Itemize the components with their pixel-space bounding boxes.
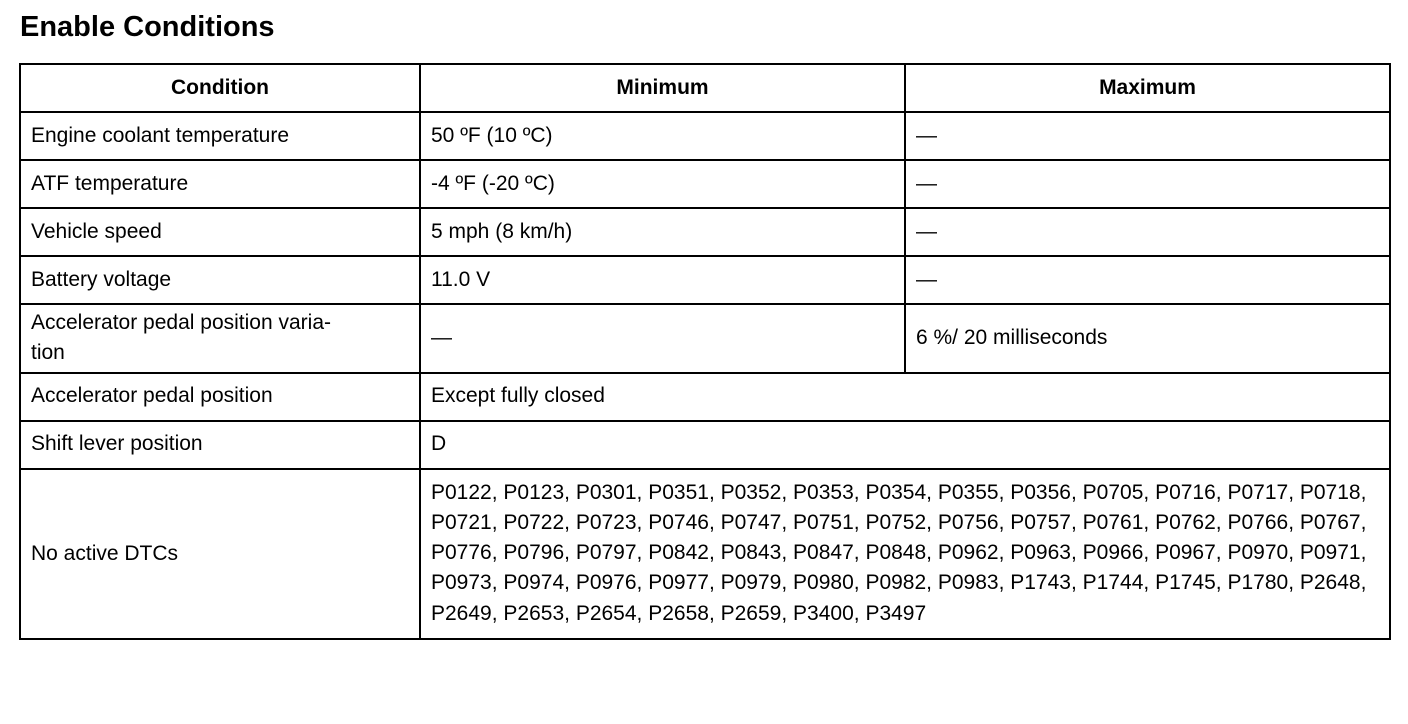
table-row — [20, 373, 1390, 421]
condition-cell: Vehicle speed — [20, 208, 420, 256]
dtc-code: P2649, — [431, 601, 498, 625]
dtc-code: P0705, — [1082, 480, 1150, 504]
dtc-code: P0351, — [648, 480, 715, 504]
dtc-code: P0757, — [1010, 510, 1077, 534]
column-header-maximum: Maximum — [905, 64, 1390, 112]
dtc-code: P0123, — [503, 480, 570, 504]
dtc-code: P0122, — [431, 480, 498, 504]
dtc-code: P0983, — [937, 571, 1005, 595]
dtc-code: P1744, — [1082, 571, 1150, 595]
dtc-code: P0976, — [575, 571, 643, 595]
dtc-code: P0797, — [575, 541, 643, 565]
table-row — [20, 469, 1390, 639]
dtc-code: P3497 — [865, 601, 927, 625]
dtc-code: P1745, — [1155, 571, 1222, 595]
dtc-code: P2653, — [503, 601, 570, 625]
table-row — [20, 208, 1390, 256]
maximum-cell: — — [905, 256, 1390, 304]
minimum-cell: -4 ºF (-20 ºC) — [420, 160, 905, 208]
dtc-code: P0756, — [937, 510, 1005, 534]
minimum-cell: 5 mph (8 km/h) — [420, 208, 905, 256]
enable-conditions-table — [19, 63, 1391, 640]
dtc-code: P0974, — [503, 571, 570, 595]
dtc-code: P0982, — [865, 571, 932, 595]
dtc-code: P0967, — [1155, 541, 1222, 565]
maximum-cell: 6 %/ 20 milliseconds — [905, 304, 1390, 373]
dtc-code: P0721, — [431, 510, 498, 534]
dtc-code: P0722, — [503, 510, 570, 534]
dtc-code: P0796, — [503, 541, 570, 565]
condition-text-line: Accelerator pedal position varia- — [31, 311, 331, 334]
table-row — [20, 112, 1390, 160]
dtc-code: P0848, — [865, 541, 932, 565]
dtc-code: P0963, — [1010, 541, 1077, 565]
condition-cell: Battery voltage — [20, 256, 420, 304]
table-row — [20, 256, 1390, 304]
dtc-code: P0970, — [1227, 541, 1295, 565]
dtc-code: P0355, — [937, 480, 1005, 504]
condition-cell — [20, 304, 420, 373]
table-row — [20, 160, 1390, 208]
dtc-code: P0353, — [793, 480, 860, 504]
dtc-code: P3400, — [793, 601, 860, 625]
dtc-code: P0746, — [648, 510, 715, 534]
dtc-code: P0776, — [431, 541, 498, 565]
dtc-code: P0847, — [793, 541, 860, 565]
dtc-code: P1780, — [1227, 571, 1295, 595]
dtc-code: P0761, — [1082, 510, 1150, 534]
dtc-code: P0751, — [793, 510, 860, 534]
dtc-code: P0979, — [720, 571, 788, 595]
dtc-code: P0962, — [937, 541, 1005, 565]
dtc-code: P1743, — [1010, 571, 1077, 595]
condition-cell: Accelerator pedal position — [20, 373, 420, 421]
dtc-code: P0716, — [1155, 480, 1222, 504]
dtc-code: P0842, — [648, 541, 715, 565]
dtc-code: P0301, — [575, 480, 643, 504]
condition-text-line: tion — [31, 341, 65, 365]
condition-cell: Shift lever position — [20, 421, 420, 469]
dtc-code: P0977, — [648, 571, 715, 595]
dtc-code: P2654, — [575, 601, 643, 625]
dtc-code: P0354, — [865, 480, 932, 504]
dtc-code: P0718, — [1299, 480, 1367, 504]
dtc-code: P0747, — [720, 510, 788, 534]
dtc-code: P0752, — [865, 510, 932, 534]
dtc-code: P0762, — [1155, 510, 1222, 534]
condition-cell: ATF temperature — [20, 160, 420, 208]
dtc-code: P0356, — [1010, 480, 1077, 504]
dtc-code: P2648, — [1299, 571, 1367, 595]
dtc-code: P0723, — [575, 510, 643, 534]
dtc-code: P0717, — [1227, 480, 1295, 504]
maximum-cell: — — [905, 112, 1390, 160]
minimum-cell: 11.0 V — [420, 256, 905, 304]
dtc-code: P0767, — [1299, 510, 1367, 534]
dtc-code: P2658, — [648, 601, 715, 625]
table-row — [20, 304, 1390, 373]
dtc-code: P0980, — [793, 571, 860, 595]
column-header-condition: Condition — [20, 64, 420, 112]
minimum-cell: 50 ºF (10 ºC) — [420, 112, 905, 160]
dtc-code: P0971, — [1299, 541, 1367, 565]
condition-cell: Engine coolant temperature — [20, 112, 420, 160]
column-header-minimum: Minimum — [420, 64, 905, 112]
dtc-list-cell — [420, 469, 1390, 639]
value-cell: D — [420, 421, 1390, 469]
table-row — [20, 421, 1390, 469]
minimum-cell: — — [420, 304, 905, 373]
dtc-code: P0766, — [1227, 510, 1295, 534]
dtc-code: P0973, — [431, 571, 498, 595]
dtc-code: P2659, — [720, 601, 788, 625]
table-header-row — [20, 64, 1390, 112]
maximum-cell: — — [905, 208, 1390, 256]
page-title: Enable Conditions — [20, 11, 275, 43]
dtc-code: P0843, — [720, 541, 788, 565]
maximum-cell: — — [905, 160, 1390, 208]
value-cell: Except fully closed — [420, 373, 1390, 421]
condition-cell: No active DTCs — [20, 469, 420, 639]
dtc-code: P0966, — [1082, 541, 1150, 565]
dtc-code: P0352, — [720, 480, 788, 504]
